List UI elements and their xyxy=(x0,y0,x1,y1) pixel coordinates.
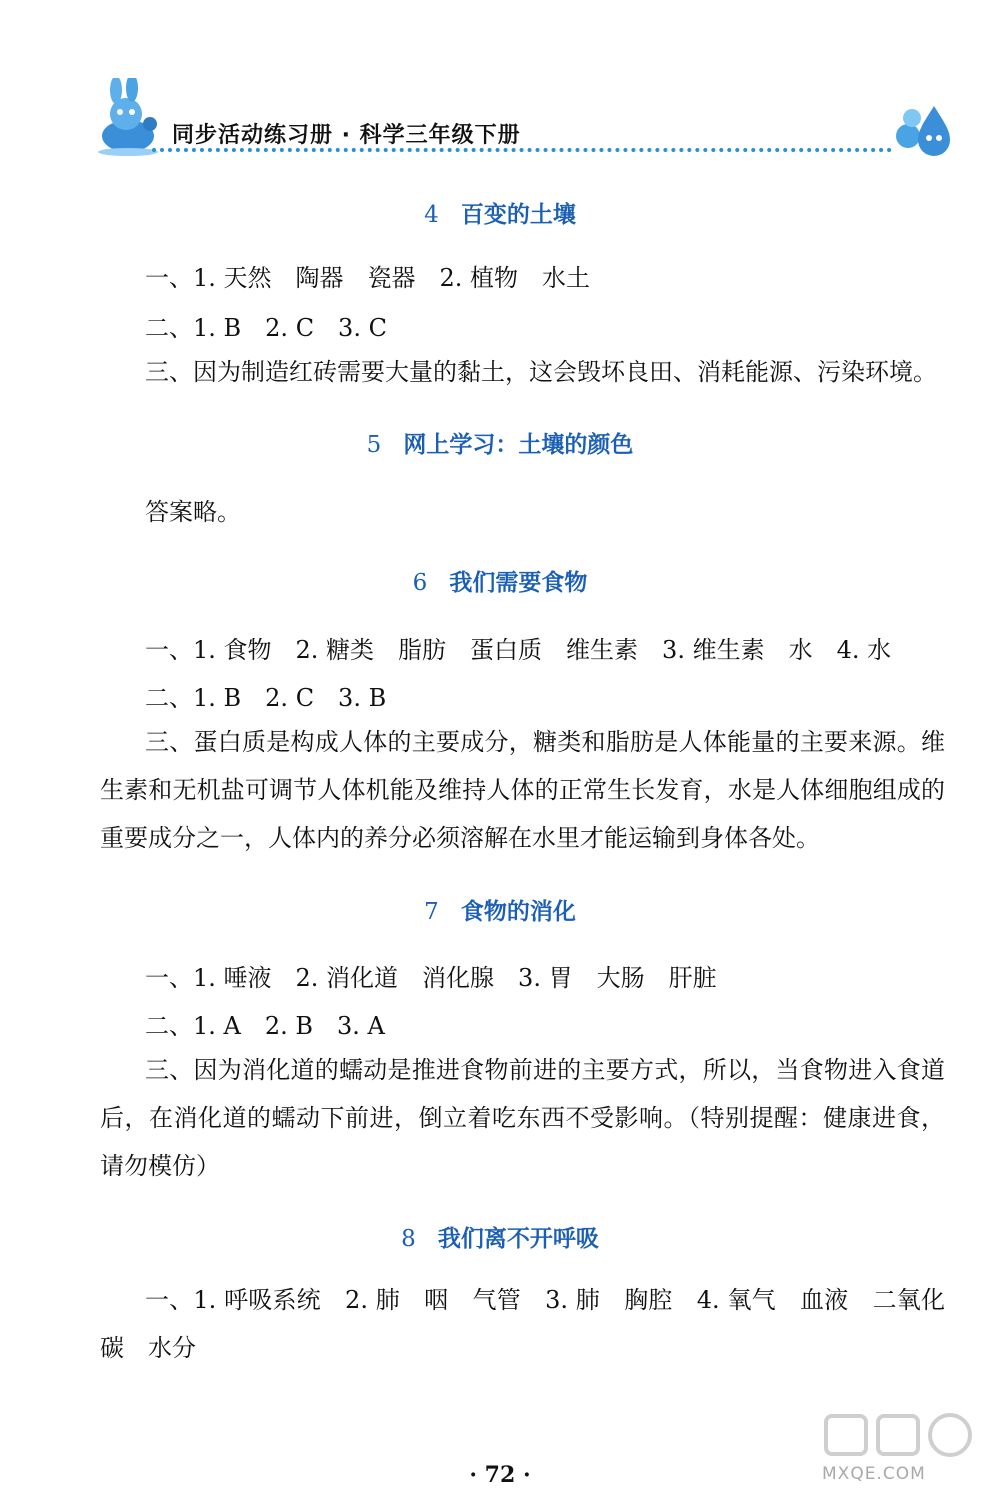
answer-paragraph: 三、因为消化道的蠕动是推进食物前进的主要方式，所以，当食物进入食道后，在消化道的蠕动下前进，倒立着吃东西不受影响。（特别提醒：健康进食，请勿模仿） xyxy=(100,1056,945,1180)
section-heading: 百变的土壤 xyxy=(460,202,576,228)
section-heading: 网上学习：土壤的颜色 xyxy=(403,432,634,458)
section-heading: 我们离不开呼吸 xyxy=(437,1226,599,1252)
answer-line: 一、1. 唾液 2. 消化道 消化腺 3. 胃 大肠 肝脏 xyxy=(145,964,717,992)
section-number: 8 xyxy=(401,1226,416,1252)
section-number: 5 xyxy=(366,432,382,458)
answer-line: 二、1. B 2. C 3. C xyxy=(145,314,387,342)
header-dotted-rule xyxy=(152,148,892,152)
watermark-logo-icon xyxy=(822,1410,982,1460)
page-header xyxy=(92,78,952,168)
watermark-site: MXQE.COM xyxy=(822,1464,926,1484)
section-heading: 食物的消化 xyxy=(460,899,576,925)
section-number: 7 xyxy=(424,899,439,925)
answer-line: 二、1. A 2. B 3. A xyxy=(145,1012,385,1040)
section-title xyxy=(0,196,1000,229)
section-number: 6 xyxy=(412,570,428,596)
section-heading: 我们需要食物 xyxy=(449,570,588,596)
page-number: · 72 · xyxy=(469,1462,531,1488)
answer-line: 一、1. 天然 陶器 瓷器 2. 植物 水土 xyxy=(145,264,591,292)
water-drop-mascot-icon xyxy=(894,96,952,160)
section-title xyxy=(0,564,1000,597)
watermark xyxy=(822,1410,982,1484)
rabbit-mascot-icon xyxy=(92,78,162,158)
section-title xyxy=(0,426,1000,459)
answer-line: 二、1. B 2. C 3. B xyxy=(145,684,387,712)
section-title xyxy=(0,893,1000,926)
answer-paragraph: 一、1. 呼吸系统 2. 肺 咽 气管 3. 肺 胸腔 4. 氧气 血液 二氧化碳 水分 xyxy=(100,1286,945,1362)
header-title: 同步活动练习册 · 科学三年级下册 xyxy=(172,123,521,148)
answer-line: 一、1. 食物 2. 糖类 脂肪 蛋白质 维生素 3. 维生素 水 4. 水 xyxy=(145,636,892,664)
section-title xyxy=(0,1220,1000,1253)
section-number: 4 xyxy=(424,202,439,228)
answer-paragraph: 三、因为制造红砖需要大量的黏土，这会毁坏良田、消耗能源、污染环境。 xyxy=(145,358,937,386)
answer-paragraph: 三、蛋白质是构成人体的主要成分，糖类和脂肪是人体能量的主要来源。维生素和无机盐可调节人体机能及维持人体的正常生长发育，水是人体细胞组成的重要成分之一，人体内的养分必须溶解在水里才能运输到身体各处。 xyxy=(100,728,945,852)
answer-line: 答案略。 xyxy=(145,498,241,526)
